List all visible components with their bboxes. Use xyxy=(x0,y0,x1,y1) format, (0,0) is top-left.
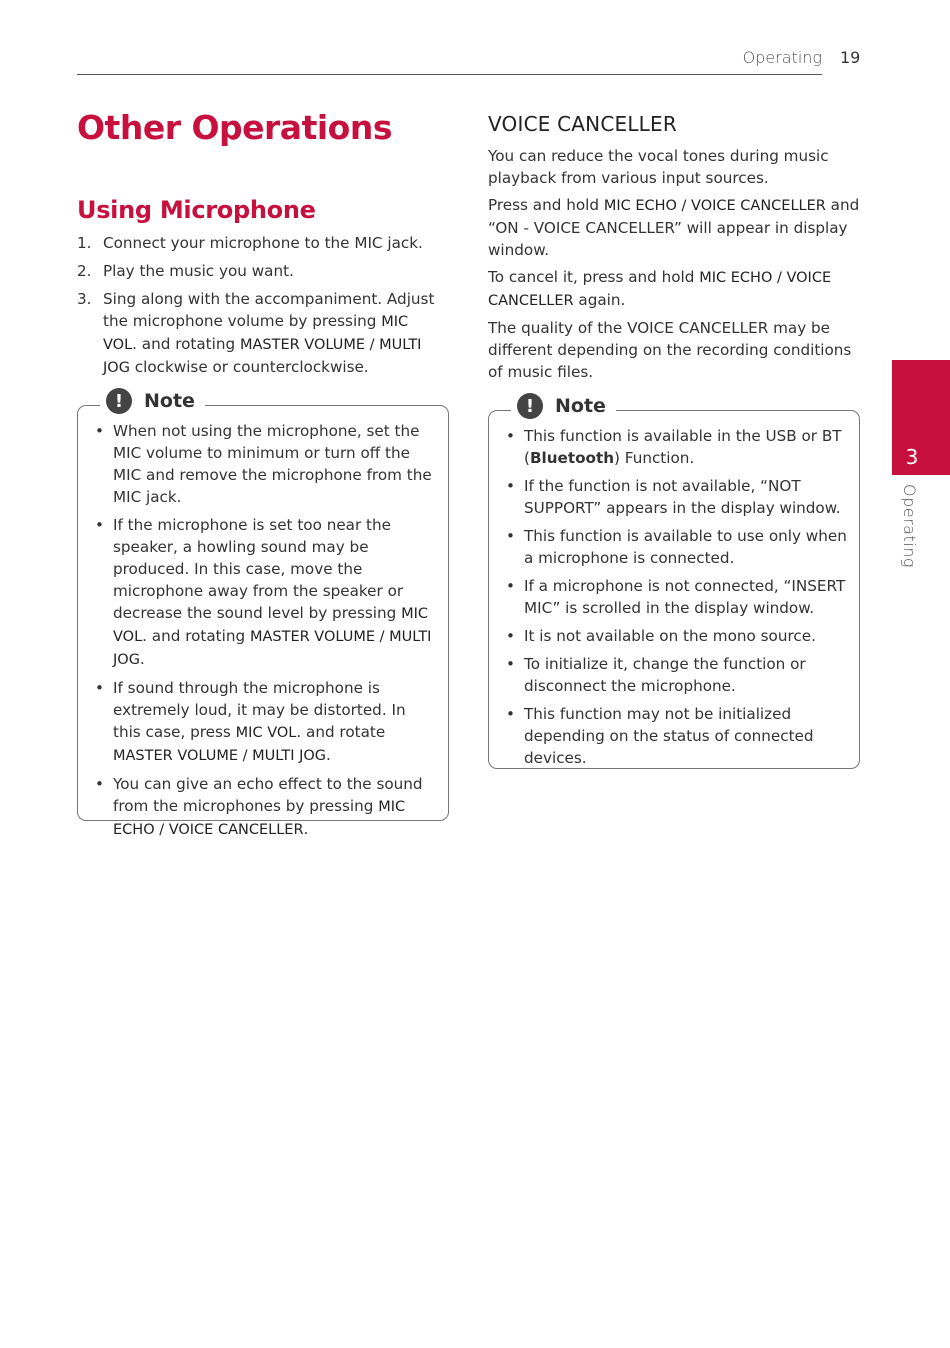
voice-canceller-body xyxy=(488,145,863,388)
list-item xyxy=(77,288,437,379)
list-item xyxy=(502,525,848,569)
note-text: To initialize it, change the function or disconnect the microphone. xyxy=(524,655,806,695)
list-item xyxy=(502,653,848,697)
step-text: clockwise or counterclockwise. xyxy=(129,358,369,376)
paragraph-text: Press and hold xyxy=(488,196,604,214)
step-number: 3. xyxy=(77,290,92,308)
page-number: 19 xyxy=(840,48,861,67)
chapter-label: Operating xyxy=(900,484,919,568)
paragraph xyxy=(488,266,863,312)
note-text: This function may not be initialized depending on the status of connected devices. xyxy=(524,705,814,767)
button-name: MASTER VOLUME / MULTI JOG xyxy=(113,748,327,764)
note-text: You can give an echo effect to the sound from the microphones by pressing xyxy=(113,775,423,815)
list-item xyxy=(502,575,848,619)
note-header xyxy=(100,388,205,414)
button-name: MIC ECHO / VOICE CANCELLER xyxy=(603,198,826,214)
button-name: MASTER VOLUME / MULTI JOG xyxy=(103,337,422,376)
note-label: Note xyxy=(144,390,195,412)
paragraph-text: again. xyxy=(573,291,626,309)
step-text: Sing along with the accompaniment. Adjust the microphone volume by pressing xyxy=(103,290,435,330)
note-text: If sound through the microphone is extremely loud, it may be distorted. In this case, press xyxy=(113,679,406,741)
exclamation-icon: ! xyxy=(517,393,543,419)
step-number: 2. xyxy=(77,262,92,280)
list-item xyxy=(502,703,848,769)
list-item xyxy=(502,425,848,469)
exclamation-icon: ! xyxy=(106,388,132,414)
list-item xyxy=(502,625,848,647)
note-text: This function is available to use only when a microphone is connected. xyxy=(524,527,847,567)
button-name: MASTER VOLUME / MULTI JOG xyxy=(113,629,432,668)
note-label: Note xyxy=(555,395,606,417)
section-heading-voice-canceller: VOICE CANCELLER xyxy=(488,112,677,136)
paragraph-text: and “ON - VOICE CANCELLER” will appear in display window. xyxy=(488,196,860,259)
note-text: . xyxy=(303,820,309,838)
paragraph-text: To cancel it, press and hold xyxy=(488,268,700,286)
note-header xyxy=(511,393,616,419)
page-header xyxy=(77,46,822,75)
paragraph: You can reduce the vocal tones during music playback from various input sources. xyxy=(488,147,829,187)
button-name: MIC ECHO / VOICE CANCELLER xyxy=(488,270,832,309)
page-title: Other Operations xyxy=(77,108,392,147)
section-heading-microphone: Using Microphone xyxy=(77,196,316,224)
button-name: MIC ECHO / VOICE CANCELLER xyxy=(113,799,406,838)
list-item xyxy=(502,475,848,519)
note-text: It is not available on the mono source. xyxy=(524,627,816,645)
emphasis-text: Bluetooth xyxy=(529,449,615,467)
step-text: Play the music you want. xyxy=(103,262,294,280)
list-item xyxy=(91,420,437,508)
list-item xyxy=(77,260,437,282)
microphone-notes-list xyxy=(91,420,437,847)
voice-canceller-notes-list xyxy=(502,425,848,775)
note-text: If the function is not available, “NOT SUPPORT” appears in the display window. xyxy=(524,477,841,517)
note-text: If a microphone is not connected, “INSERT MIC” is scrolled in the display window. xyxy=(524,577,846,617)
list-item xyxy=(91,514,437,671)
button-name: MIC VOL xyxy=(113,606,429,645)
button-name: MIC VOL xyxy=(103,314,409,353)
list-item xyxy=(77,232,437,254)
chapter-tab xyxy=(892,360,950,475)
step-number: 1. xyxy=(77,234,92,252)
step-text: Connect your microphone to the MIC jack. xyxy=(103,234,423,252)
header-section-title: Operating xyxy=(742,48,822,67)
note-text: This function is available in the USB or BT ( xyxy=(524,427,842,467)
list-item xyxy=(91,773,437,841)
paragraph: The quality of the VOICE CANCELLER may be different depending on the recording conditions of music files. xyxy=(488,319,852,381)
chapter-number: 3 xyxy=(905,445,919,469)
note-text: . xyxy=(139,650,145,668)
button-name: MIC VOL xyxy=(235,725,297,741)
note-text: . and rotate xyxy=(296,723,386,741)
note-text: When not using the microphone, set the MIC volume to minimum or turn off the MIC and remove the microphone from the MIC jack. xyxy=(113,422,432,506)
paragraph xyxy=(488,194,863,261)
note-text: ) Function. xyxy=(614,449,695,467)
note-text: . and rotating xyxy=(142,627,250,645)
note-text: . xyxy=(326,746,331,764)
list-item xyxy=(91,677,437,767)
microphone-steps-list xyxy=(77,232,437,385)
step-text: . and rotating xyxy=(132,335,240,353)
note-text: If the microphone is set too near the speaker, a howling sound may be produced. In this case, move the microphone away from the speaker or decrease the sound level by pressing xyxy=(113,516,404,622)
